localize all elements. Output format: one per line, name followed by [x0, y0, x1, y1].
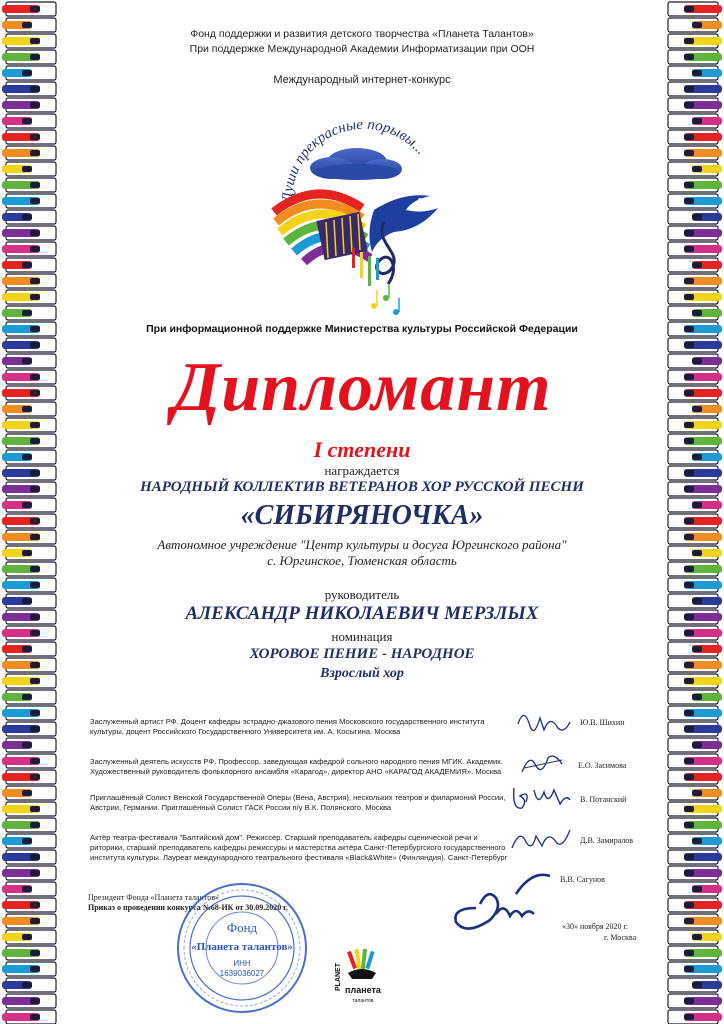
keyboard-key [668, 738, 722, 752]
keyboard-key [668, 674, 722, 688]
keyboard-key [2, 514, 56, 528]
nomination-label: номинация [331, 629, 393, 644]
keyboard-key [668, 82, 722, 96]
keyboard-key [2, 146, 56, 160]
diploma-title: Дипломант [172, 349, 552, 426]
keyboard-key [668, 850, 722, 864]
contest-logo [262, 92, 462, 322]
keyboard-key [2, 626, 56, 640]
keyboard-key [668, 1010, 722, 1024]
keyboard-key [668, 626, 722, 640]
keyboard-key [2, 594, 56, 608]
keyboard-key [668, 578, 722, 592]
institution-location: с. Юргинское, Тюменская область [267, 553, 457, 568]
keyboard-key [2, 322, 56, 336]
keyboard-key [2, 786, 56, 800]
keyboard-key [668, 514, 722, 528]
bird-icon [369, 195, 438, 252]
keyboard-key [2, 706, 56, 720]
keyboard-key [668, 530, 722, 544]
keyboard-key [668, 786, 722, 800]
keyboard-key [2, 770, 56, 784]
keyboard-key [668, 306, 722, 320]
issue-city: г. Москва [604, 933, 637, 942]
keyboard-key [668, 882, 722, 896]
keyboard-key [668, 98, 722, 112]
keyboard-key [668, 722, 722, 736]
stamp-text: ИНН [233, 959, 251, 968]
keyboard-key [2, 306, 56, 320]
jury-name: Ю.В. Шихин [580, 718, 625, 727]
keyboard-key [2, 978, 56, 992]
keyboard-key [668, 258, 722, 272]
keyboard-key [668, 770, 722, 784]
svg-text:планета: планета [345, 985, 381, 995]
contest-type: Международный интернет-конкурс [273, 74, 451, 86]
keyboard-key [2, 82, 56, 96]
keyboard-key [668, 242, 722, 256]
issue-date: «30» ноября 2020 г. [562, 922, 628, 931]
music-notes-icon [371, 284, 399, 315]
collective-name: «СИБИРЯНОЧКА» [240, 500, 484, 531]
keyboard-key [2, 482, 56, 496]
right-keyboard-border [666, 0, 724, 1024]
keyboard-key [668, 34, 722, 48]
keyboard-key [668, 226, 722, 240]
foundation-stamp [174, 880, 310, 1016]
svg-text:талантов: талантов [352, 998, 374, 1004]
jury-bio: Заслуженный деятель искусств РФ. Профессор, заведующая кафедрой сольного народного пения МГИК. Академик. Художественный руководитель фольклорного ансамбля «Карагод», директор АНО «КАРАГОД АКАДЕМИЯ». Москва [90, 757, 503, 776]
keyboard-key [668, 594, 722, 608]
keyboard-key [668, 418, 722, 432]
keyboard-key [668, 482, 722, 496]
keyboard-key [2, 402, 56, 416]
keyboard-key [2, 946, 56, 960]
header-academy: При поддержке Международной Академии Информатизации при ООН [189, 43, 535, 55]
keyboard-key [668, 914, 722, 928]
keyboard-key [668, 402, 722, 416]
keyboard-key [668, 66, 722, 80]
keyboard-key [668, 498, 722, 512]
keyboard-key [2, 274, 56, 288]
keyboard-key [668, 194, 722, 208]
svg-text:PLANET: PLANET [335, 963, 342, 991]
keyboard-key [2, 962, 56, 976]
keyboard-key [668, 962, 722, 976]
nomination-value: ХОРОВОЕ ПЕНИЕ - НАРОДНОЕ [249, 646, 475, 662]
keyboard-key [2, 866, 56, 880]
stamp-text: Фонд [226, 920, 258, 935]
keyboard-key [2, 2, 56, 16]
category-value: Взрослый хор [320, 666, 404, 681]
jury-signature [508, 822, 574, 861]
keyboard-key [2, 850, 56, 864]
keyboard-key [668, 866, 722, 880]
keyboard-key [668, 610, 722, 624]
keyboard-key [668, 658, 722, 672]
keyboard-key [668, 370, 722, 384]
keyboard-key [2, 466, 56, 480]
keyboard-key [2, 370, 56, 384]
jury-bio: Приглашённый Солист Венской Государственной Оперы (Вена, Австрия), нескольких театров и филармоний России, Австрии, Германии. Приглашённый Солист ГАСК России п/у В.К. Полянского. Москва [90, 793, 506, 812]
keyboard-key [2, 642, 56, 656]
jury-bio: Заслуженный артист РФ. Доцент кафедры эстрадно-джазового пения Московского государственного института культуры, доцент Российского Государственного Университета им. А. Косыгина. Москва [90, 717, 485, 736]
president-name: В.В. Сагунов [560, 875, 605, 884]
keyboard-key [668, 706, 722, 720]
keyboard-key [2, 354, 56, 368]
keyboard-key [668, 322, 722, 336]
keyboard-key [668, 386, 722, 400]
keyboard-key [2, 530, 56, 544]
jury-bio: Актёр театра-фестиваля "Балтийский дом". Режиссер. Старший преподаватель кафедры сценической речи и риторики, старший преподаватель кафедры режиссуры и мастерства актёра Санкт-Петербургского государственного института культуры. Лауреат международного театрального фестиваля «Black&White» (Финляндия). Санкт-Петербург [90, 833, 508, 862]
keyboard-key [2, 450, 56, 464]
order-reference: Приказ о проведении конкурса №68-ИК от 30.09.2020 г. [88, 903, 289, 912]
keyboard-key [2, 674, 56, 688]
cloud-icon [310, 148, 402, 180]
diploma-sheet [70, 0, 654, 1024]
keyboard-key [668, 946, 722, 960]
jury-name: Е.О. Засимова [578, 761, 627, 770]
leader-label: руководитель [324, 587, 400, 602]
keyboard-key [2, 242, 56, 256]
left-keyboard-border [0, 0, 58, 1024]
institution-name: Автономное учреждение "Центр культуры и досуга Юргинского района" [157, 537, 567, 552]
keyboard-key [668, 642, 722, 656]
keyboard-key [2, 802, 56, 816]
keyboard-key [2, 194, 56, 208]
keyboard-key [2, 434, 56, 448]
president-label: Президент Фонда «Планета талантов» [88, 893, 219, 902]
keyboard-key [668, 162, 722, 176]
logo-arc-text: Души прекрасные порывы... [279, 116, 429, 203]
keyboard-key [2, 178, 56, 192]
keyboard-key [2, 258, 56, 272]
keyboard-key [2, 722, 56, 736]
keyboard-key [668, 466, 722, 480]
keyboard-key [668, 562, 722, 576]
keyboard-key [2, 18, 56, 32]
jury-name: В. Потанский [580, 795, 627, 804]
planet-talantov-logo [332, 943, 388, 1015]
stamp-text: «Планета талантов» [191, 941, 293, 953]
ministry-support-line: При информационной поддержке Министерства культуры Российской Федерации [146, 323, 578, 335]
keyboard-key [2, 130, 56, 144]
awarded-label: награждается [324, 463, 400, 478]
keyboard-key [2, 66, 56, 80]
keyboard-key [668, 290, 722, 304]
keyboard-key [2, 34, 56, 48]
keyboard-key [668, 978, 722, 992]
keyboard-key [2, 818, 56, 832]
president-signature [446, 858, 556, 943]
keyboard-key [2, 114, 56, 128]
keyboard-key [668, 274, 722, 288]
collective-type: НАРОДНЫЙ КОЛЛЕКТИВ ВЕТЕРАНОВ ХОР РУССКОЙ ПЕСНИ [140, 479, 584, 495]
keyboard-key [2, 338, 56, 352]
keyboard-key [2, 578, 56, 592]
keyboard-key [668, 546, 722, 560]
keyboard-key [2, 754, 56, 768]
keyboard-key [2, 498, 56, 512]
keyboard-key [2, 898, 56, 912]
keyboard-key [668, 450, 722, 464]
diploma-degree: I степени [313, 437, 411, 462]
keyboard-key [668, 690, 722, 704]
keyboard-key [2, 610, 56, 624]
keyboard-key [2, 738, 56, 752]
brush-icon [347, 949, 376, 979]
leader-name: АЛЕКСАНДР НИКОЛАЕВИЧ МЕРЗЛЫХ [185, 603, 539, 624]
keyboard-key [668, 930, 722, 944]
keyboard-key [2, 418, 56, 432]
keyboard-key [668, 2, 722, 16]
keyboard-key [668, 18, 722, 32]
keyboard-key [2, 930, 56, 944]
jury-name: Д.В. Замиралов [580, 836, 634, 845]
keyboard-key [668, 114, 722, 128]
keyboard-key [668, 754, 722, 768]
keyboard-key [2, 290, 56, 304]
jury-signature [508, 780, 574, 819]
keyboard-key [668, 210, 722, 224]
keyboard-key [2, 226, 56, 240]
keyboard-key [668, 834, 722, 848]
keyboard-key [2, 210, 56, 224]
keyboard-key [2, 162, 56, 176]
keyboard-key [2, 546, 56, 560]
keyboard-key [2, 914, 56, 928]
jury-signature [514, 704, 574, 749]
keyboard-key [2, 690, 56, 704]
keyboard-key [668, 50, 722, 64]
keyboard-key [2, 98, 56, 112]
keyboard-key [2, 994, 56, 1008]
keyboard-key [668, 802, 722, 816]
keyboard-key [668, 130, 722, 144]
keyboard-key [668, 818, 722, 832]
keyboard-key [2, 658, 56, 672]
keyboard-key [2, 386, 56, 400]
keyboard-key [2, 562, 56, 576]
stamp-text: 1639036027 [219, 969, 265, 978]
keyboard-key [668, 434, 722, 448]
keyboard-key [668, 354, 722, 368]
keyboard-key [668, 178, 722, 192]
keyboard-key [2, 834, 56, 848]
keyboard-key [2, 50, 56, 64]
keyboard-key [668, 338, 722, 352]
header-foundation: Фонд поддержки и развития детского творчества «Планета Талантов» [190, 28, 534, 40]
keyboard-key [2, 1010, 56, 1024]
keyboard-key [668, 146, 722, 160]
keyboard-key [668, 898, 722, 912]
keyboard-key [2, 882, 56, 896]
keyboard-key [668, 994, 722, 1008]
